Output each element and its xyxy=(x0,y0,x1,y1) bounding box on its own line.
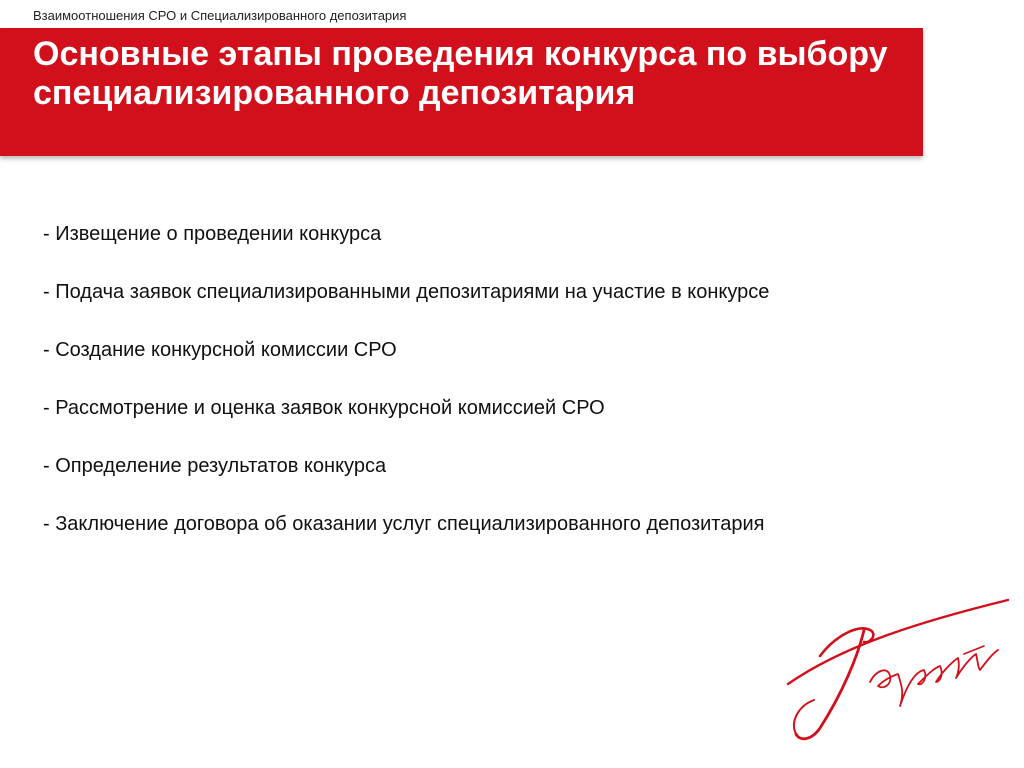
list-item: - Заключение договора об оказании услуг специализированного депозитария xyxy=(43,513,765,535)
presentation-caption: Взаимоотношения СРО и Специализированного депозитария xyxy=(33,8,407,23)
list-item: - Создание конкурсной комиссии СРО xyxy=(43,339,397,361)
list-item: - Определение результатов конкурса xyxy=(43,455,387,477)
stages-list xyxy=(43,220,917,568)
list-item: - Рассмотрение и оценка заявок конкурсной комиссией СРО xyxy=(43,397,605,419)
list-item: - Извещение о проведении конкурса xyxy=(43,223,382,245)
slide-title: Основные этапы проведения конкурса по выбору специализированного депозитария xyxy=(33,35,888,112)
list-item: - Подача заявок специализированными депозитариями на участие в конкурсе xyxy=(43,281,770,303)
title-band xyxy=(0,28,923,156)
garant-signature-logo-icon xyxy=(780,596,1010,746)
